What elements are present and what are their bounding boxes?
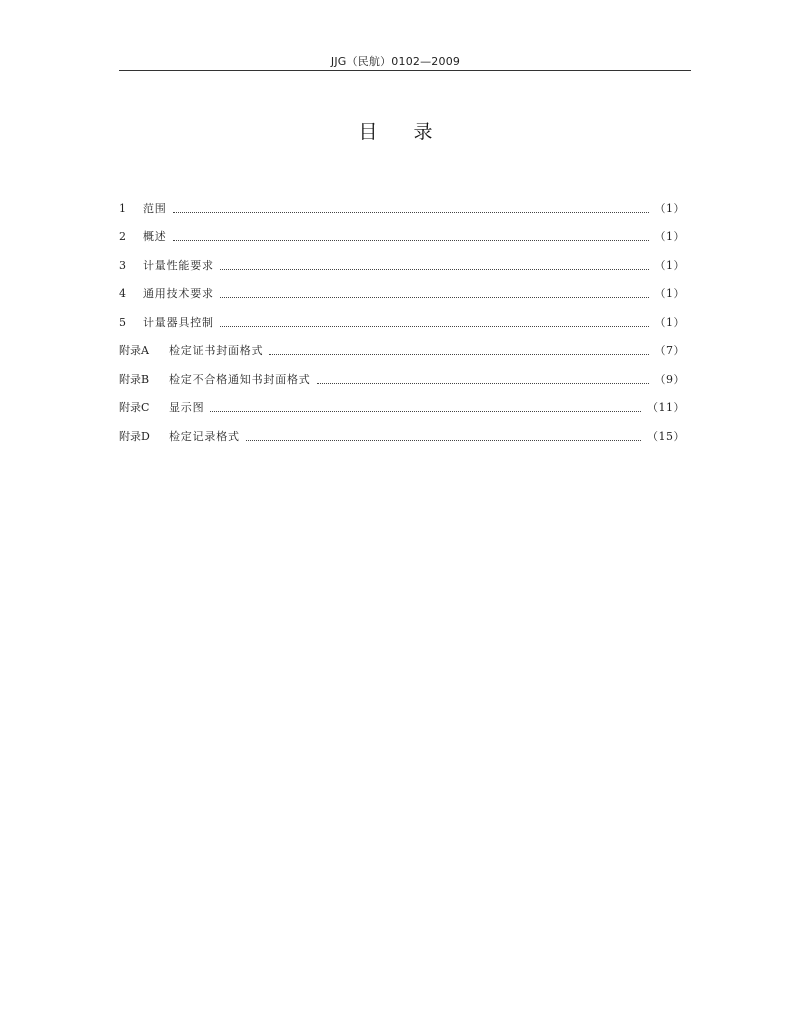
toc-entry-number: 5	[119, 315, 126, 329]
toc-entry-number: 2	[119, 230, 126, 243]
toc-entry-number: 附录D	[119, 429, 150, 443]
document-code-header: JJG（民航）0102—2009	[330, 55, 461, 68]
toc-entry-instrument-control[interactable]	[119, 301, 685, 330]
toc-entry-appendix-c[interactable]	[119, 387, 685, 416]
toc-leader-dots	[173, 212, 649, 213]
toc-title: 目录	[358, 121, 469, 143]
toc-entry-page: （1）	[654, 287, 685, 300]
toc-entry-page: （1）	[654, 258, 685, 272]
toc-entry-label: 概述	[143, 230, 167, 243]
toc-entry-appendix-a[interactable]	[119, 330, 685, 359]
toc-leader-dots	[220, 326, 649, 327]
toc-leader-dots	[220, 269, 649, 270]
toc-leader-dots	[220, 297, 649, 298]
toc-entry-number: 附录A	[119, 344, 149, 357]
header-divider	[119, 70, 691, 71]
toc-entry-appendix-b[interactable]	[119, 358, 685, 387]
toc-entry-page: （1）	[654, 315, 685, 329]
toc-leader-dots	[246, 440, 641, 441]
toc-entry-page: （7）	[654, 344, 685, 357]
toc-entry-label: 检定记录格式	[169, 429, 240, 443]
toc-entry-page: （1）	[654, 230, 685, 243]
toc-entry-metrological-requirements[interactable]	[119, 244, 685, 273]
toc-leader-dots	[210, 411, 641, 412]
toc-entry-number: 附录B	[119, 372, 150, 386]
toc-entry-number: 附录C	[119, 401, 150, 414]
toc-entry-number: 4	[119, 287, 126, 300]
toc-entry-page: （1）	[654, 201, 685, 215]
toc-leader-dots	[317, 383, 649, 384]
toc-entry-number: 1	[119, 201, 126, 215]
toc-entry-overview[interactable]	[119, 216, 685, 245]
toc-entry-label: 计量器具控制	[143, 315, 214, 329]
toc-entry-general-technical-requirements[interactable]	[119, 273, 685, 302]
toc-entry-label: 通用技术要求	[143, 287, 214, 300]
table-of-contents	[119, 187, 685, 444]
toc-leader-dots	[173, 240, 649, 241]
toc-entry-label: 计量性能要求	[143, 258, 214, 272]
toc-entry-page: （15）	[647, 429, 685, 443]
toc-entry-label: 检定证书封面格式	[169, 344, 264, 357]
toc-entry-label: 范围	[143, 201, 167, 215]
toc-entry-scope[interactable]	[119, 187, 685, 216]
toc-entry-label: 检定不合格通知书封面格式	[169, 372, 311, 386]
toc-entry-label: 显示图	[169, 401, 205, 414]
toc-entry-page: （9）	[654, 372, 685, 386]
toc-leader-dots	[269, 354, 648, 355]
toc-entry-number: 3	[119, 258, 126, 272]
toc-entry-appendix-d[interactable]	[119, 415, 685, 444]
toc-entry-page: （11）	[647, 401, 685, 414]
